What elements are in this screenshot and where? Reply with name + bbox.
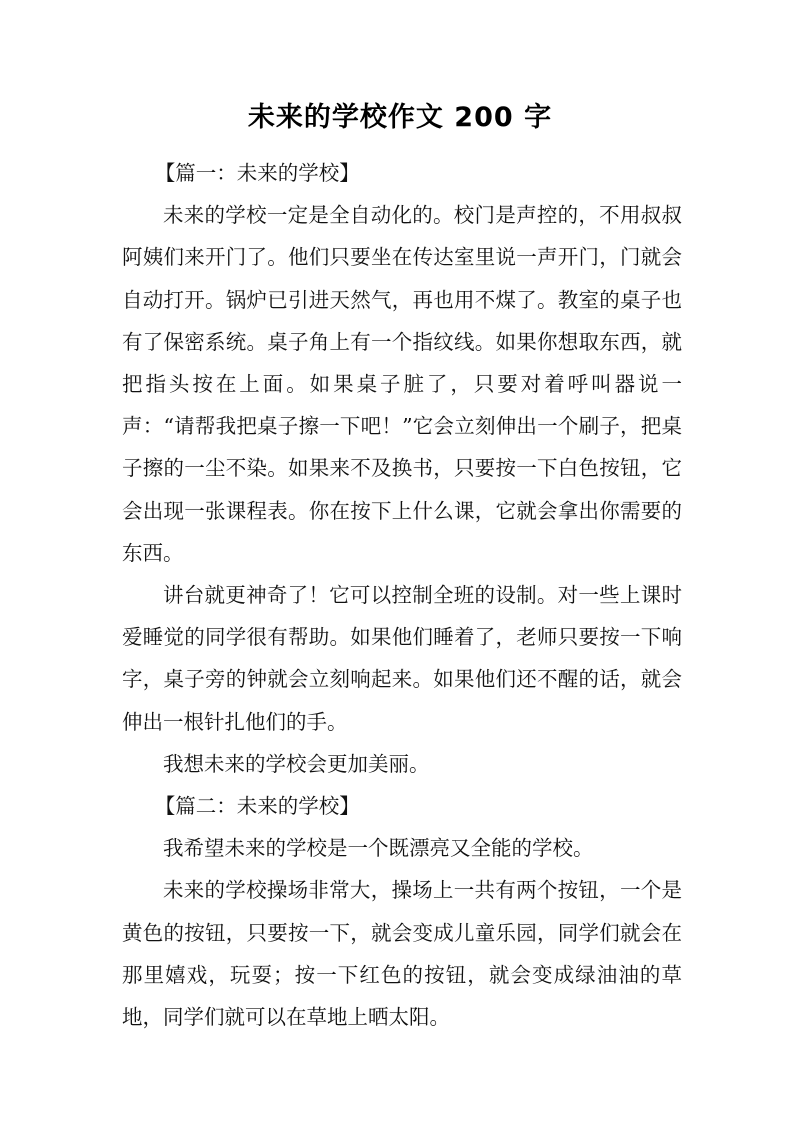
document-title: 未来的学校作文 200 字 <box>247 102 553 133</box>
paragraph: 讲台就更神奇了！它可以控制全班的设制。对一些上课时爱睡觉的同学很有帮助。如果他们睡着了，老师只要按一下响字，桌子旁的钟就会立刻响起来。如果他们还不醒的话，就会伸出一根针扎他们的手。 <box>122 583 682 734</box>
paragraph: 未来的学校操场非常大，操场上一共有两个按钮，一个是黄色的按钮，只要按一下，就会变成儿童乐园，同学们就会在那里嬉戏，玩耍；按一下红色的按钮，就会变成绿油油的草地，同学们就可以在草地上晒太阳。 <box>122 878 682 1030</box>
paragraph: 我想未来的学校会更加美丽。 <box>163 751 430 776</box>
document-body <box>122 152 682 1038</box>
paragraph: 我希望未来的学校是一个既漂亮又全能的学校。 <box>163 836 594 861</box>
paragraph: 未来的学校一定是全自动化的。校门是声控的，不用叔叔阿姨们来开门了。他们只要坐在传达室里说一声开门，门就会自动打开。锅炉已引进天然气，再也用不煤了。教室的桌子也有了保密系统。桌子角上有一个指纹线。如果你想取东西，就把指头按在上面。如果桌子脏了，只要对着呼叫器说一声：“请帮我把桌子擦一下吧！”它会立刻伸出一个刷子，把桌子擦的一尘不染。如果来不及换书，只要按一下白色按钮，它会出现一张课程表。你在按下上什么课，它就会拿出你需要的东西。 <box>122 203 682 565</box>
section-heading-1: 【篇一：未来的学校】 <box>154 161 360 185</box>
section-heading-2: 【篇二：未来的学校】 <box>154 794 360 819</box>
